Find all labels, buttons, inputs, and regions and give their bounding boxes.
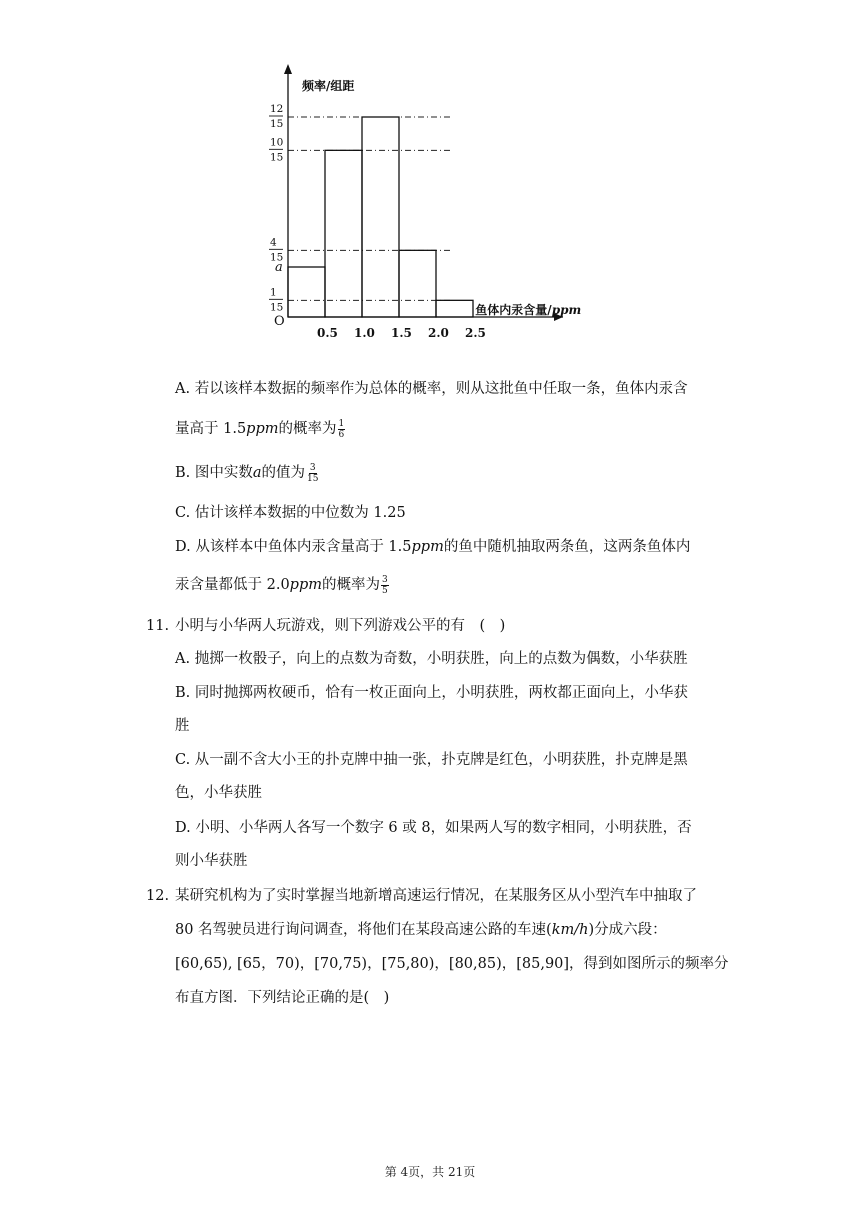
y-axis-arrow [284, 64, 292, 74]
x-tick-label: 2.0 [428, 326, 449, 340]
q11-option-c-line2: 色，小华获胜 [175, 785, 262, 801]
y-label-numerator: 4 [270, 236, 277, 249]
y-label-denominator: 15 [270, 251, 284, 264]
q12-line3: [60,65), [65，70)，[70,75)，[75,80)，[80,85)，[85,90]，得到如图所示的频率分 [175, 956, 729, 972]
q12-line4: 布直方图．下列结论正确的是( ) [175, 990, 390, 1006]
origin-label: O [274, 314, 285, 329]
y-axis-title: 频率/组距 [302, 79, 355, 93]
fraction: $\frac{3}{5}$ [382, 574, 388, 596]
q11-option-b-line2: 胜 [175, 718, 190, 734]
q11-option-d-line2: 则小华获胜 [175, 853, 248, 869]
q12-number: 12. [146, 888, 170, 904]
fraction: $\frac{3}{15}$ [307, 462, 319, 484]
page-footer: 第 4页，共 21页 [384, 1165, 476, 1179]
x-tick-label: 1.5 [391, 326, 412, 340]
bar-2 [362, 117, 399, 317]
bar-4 [436, 300, 473, 317]
q10-option-b: B. 图中实数a的值为 $\frac{3}{15}$ [175, 462, 319, 484]
q12-line1: 某研究机构为了实时掌握当地新增高速运行情况，在某服务区从小型汽车中抽取了 [175, 888, 697, 904]
q12-line2: 80 名驾驶员进行询问调查，将他们在某段高速公路的车速(km/h)分成六段： [175, 922, 667, 938]
y-label-numerator: 1 [270, 286, 277, 299]
x-axis-title: 鱼体内汞含量/ppm [475, 303, 582, 317]
bar-3 [399, 250, 436, 317]
y-label-denominator: 15 [270, 301, 284, 314]
y-label-numerator: 12 [270, 103, 284, 115]
y-label-a: a [275, 260, 283, 275]
bar-1 [325, 150, 362, 317]
q10-option-a-line2: 量高于 1.5ppm的概率为 $\frac{1}{6}$ [175, 418, 345, 440]
q10-option-a-line1: A. 若以该样本数据的频率作为总体的概率，则从这批鱼中任取一条，鱼体内汞含 [175, 381, 688, 397]
q10-option-d-line1: D. 从该样本中鱼体内汞含量高于 1.5ppm的鱼中随机抽取两条鱼，这两条鱼体内 [175, 539, 691, 555]
y-label-numerator: 10 [270, 136, 284, 149]
y-label-denominator: 15 [270, 118, 284, 130]
q11-stem: 小明与小华两人玩游戏，则下列游戏公平的有 ( ) [175, 618, 506, 634]
bar-0 [288, 267, 325, 317]
q11-option-d-line1: D. 小明、小华两人各写一个数字 6 或 8，如果两人写的数字相同，小明获胜，否 [175, 820, 692, 836]
fraction: $\frac{1}{6}$ [338, 418, 345, 440]
q10-option-d-line2: 汞含量都低于 2.0ppm的概率为 $\frac{3}{5}$ [175, 574, 388, 596]
x-tick-label: 1.0 [354, 326, 375, 340]
x-tick-label: 0.5 [317, 326, 338, 340]
q10-option-c: C. 估计该样本数据的中位数为 1.25 [175, 505, 406, 521]
q11-option-b-line1: B. 同时抛掷两枚硬币，恰有一枚正面向上，小明获胜，两枚都正面向上，小华获 [175, 685, 688, 701]
q11-option-c-line1: C. 从一副不含大小王的扑克牌中抽一张，扑克牌是红色，小明获胜，扑克牌是黑 [175, 752, 688, 768]
x-tick-label: 2.5 [465, 326, 486, 340]
histogram-figure [258, 64, 598, 340]
q11-number: 11. [146, 618, 170, 634]
y-label-denominator: 15 [270, 151, 284, 164]
q11-option-a: A. 抛掷一枚骰子，向上的点数为奇数，小明获胜，向上的点数为偶数，小华获胜 [175, 651, 688, 667]
